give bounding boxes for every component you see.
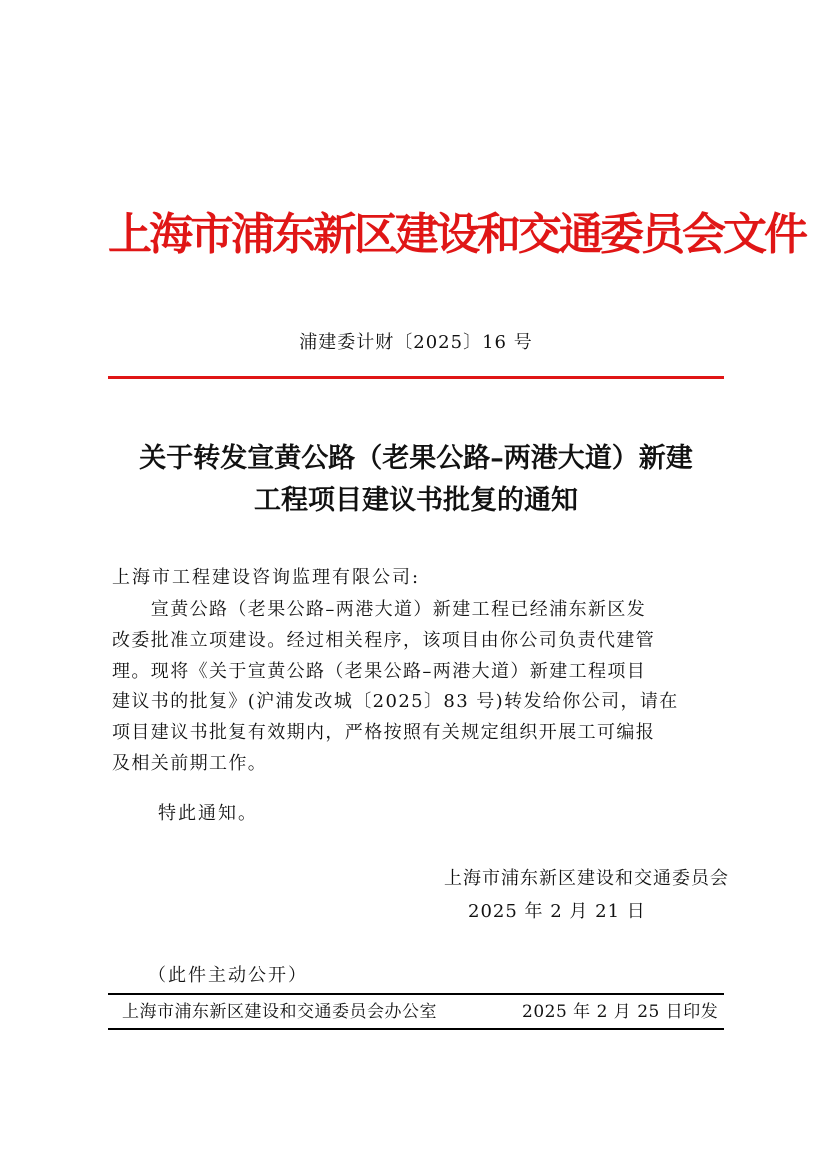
body-paragraph: [112, 595, 730, 780]
disclosure-note: （此件主动公开）: [148, 965, 308, 986]
body-line: 改委批准立项建设。经过相关程序，该项目由你公司负责代建管: [112, 629, 656, 651]
footer-issue-date: 2025 年 2 月 25 日印发: [522, 1002, 719, 1022]
document-number: 浦建委计财〔2025〕16 号: [299, 332, 533, 353]
signature-date: 2025 年 2 月 21 日: [468, 901, 646, 922]
footer-bottom-rule: [108, 1028, 724, 1030]
document-title-line-1: 关于转发宣黄公路（老果公路–两港大道）新建: [139, 443, 693, 474]
body-line: 及相关前期工作。: [112, 752, 268, 774]
body-line: 项目建议书批复有效期内，严格按照有关规定组织开展工可编报: [112, 722, 656, 744]
header-red-divider: [108, 376, 724, 379]
closing-remark: 特此通知。: [158, 803, 258, 824]
issuing-authority-header: 上海市浦东新区建设和交通委员会文件: [108, 209, 805, 260]
document-title: [100, 438, 732, 522]
signature-organization: 上海市浦东新区建设和交通委员会: [444, 868, 729, 889]
footer-issuer: 上海市浦东新区建设和交通委员会办公室: [122, 1002, 437, 1022]
footer-top-rule: [108, 993, 724, 995]
document-title-line-2: 工程项目建议书批复的通知: [254, 485, 578, 516]
body-line: 建议书的批复》(沪浦发改城〔2025〕83 号)转发给你公司，请在: [112, 691, 679, 713]
recipient: 上海市工程建设咨询监理有限公司:: [112, 567, 421, 588]
body-line: 理。现将《关于宣黄公路（老果公路–两港大道）新建工程项目: [112, 660, 647, 682]
body-line: 宣黄公路（老果公路–两港大道）新建工程已经浦东新区发: [112, 599, 647, 620]
